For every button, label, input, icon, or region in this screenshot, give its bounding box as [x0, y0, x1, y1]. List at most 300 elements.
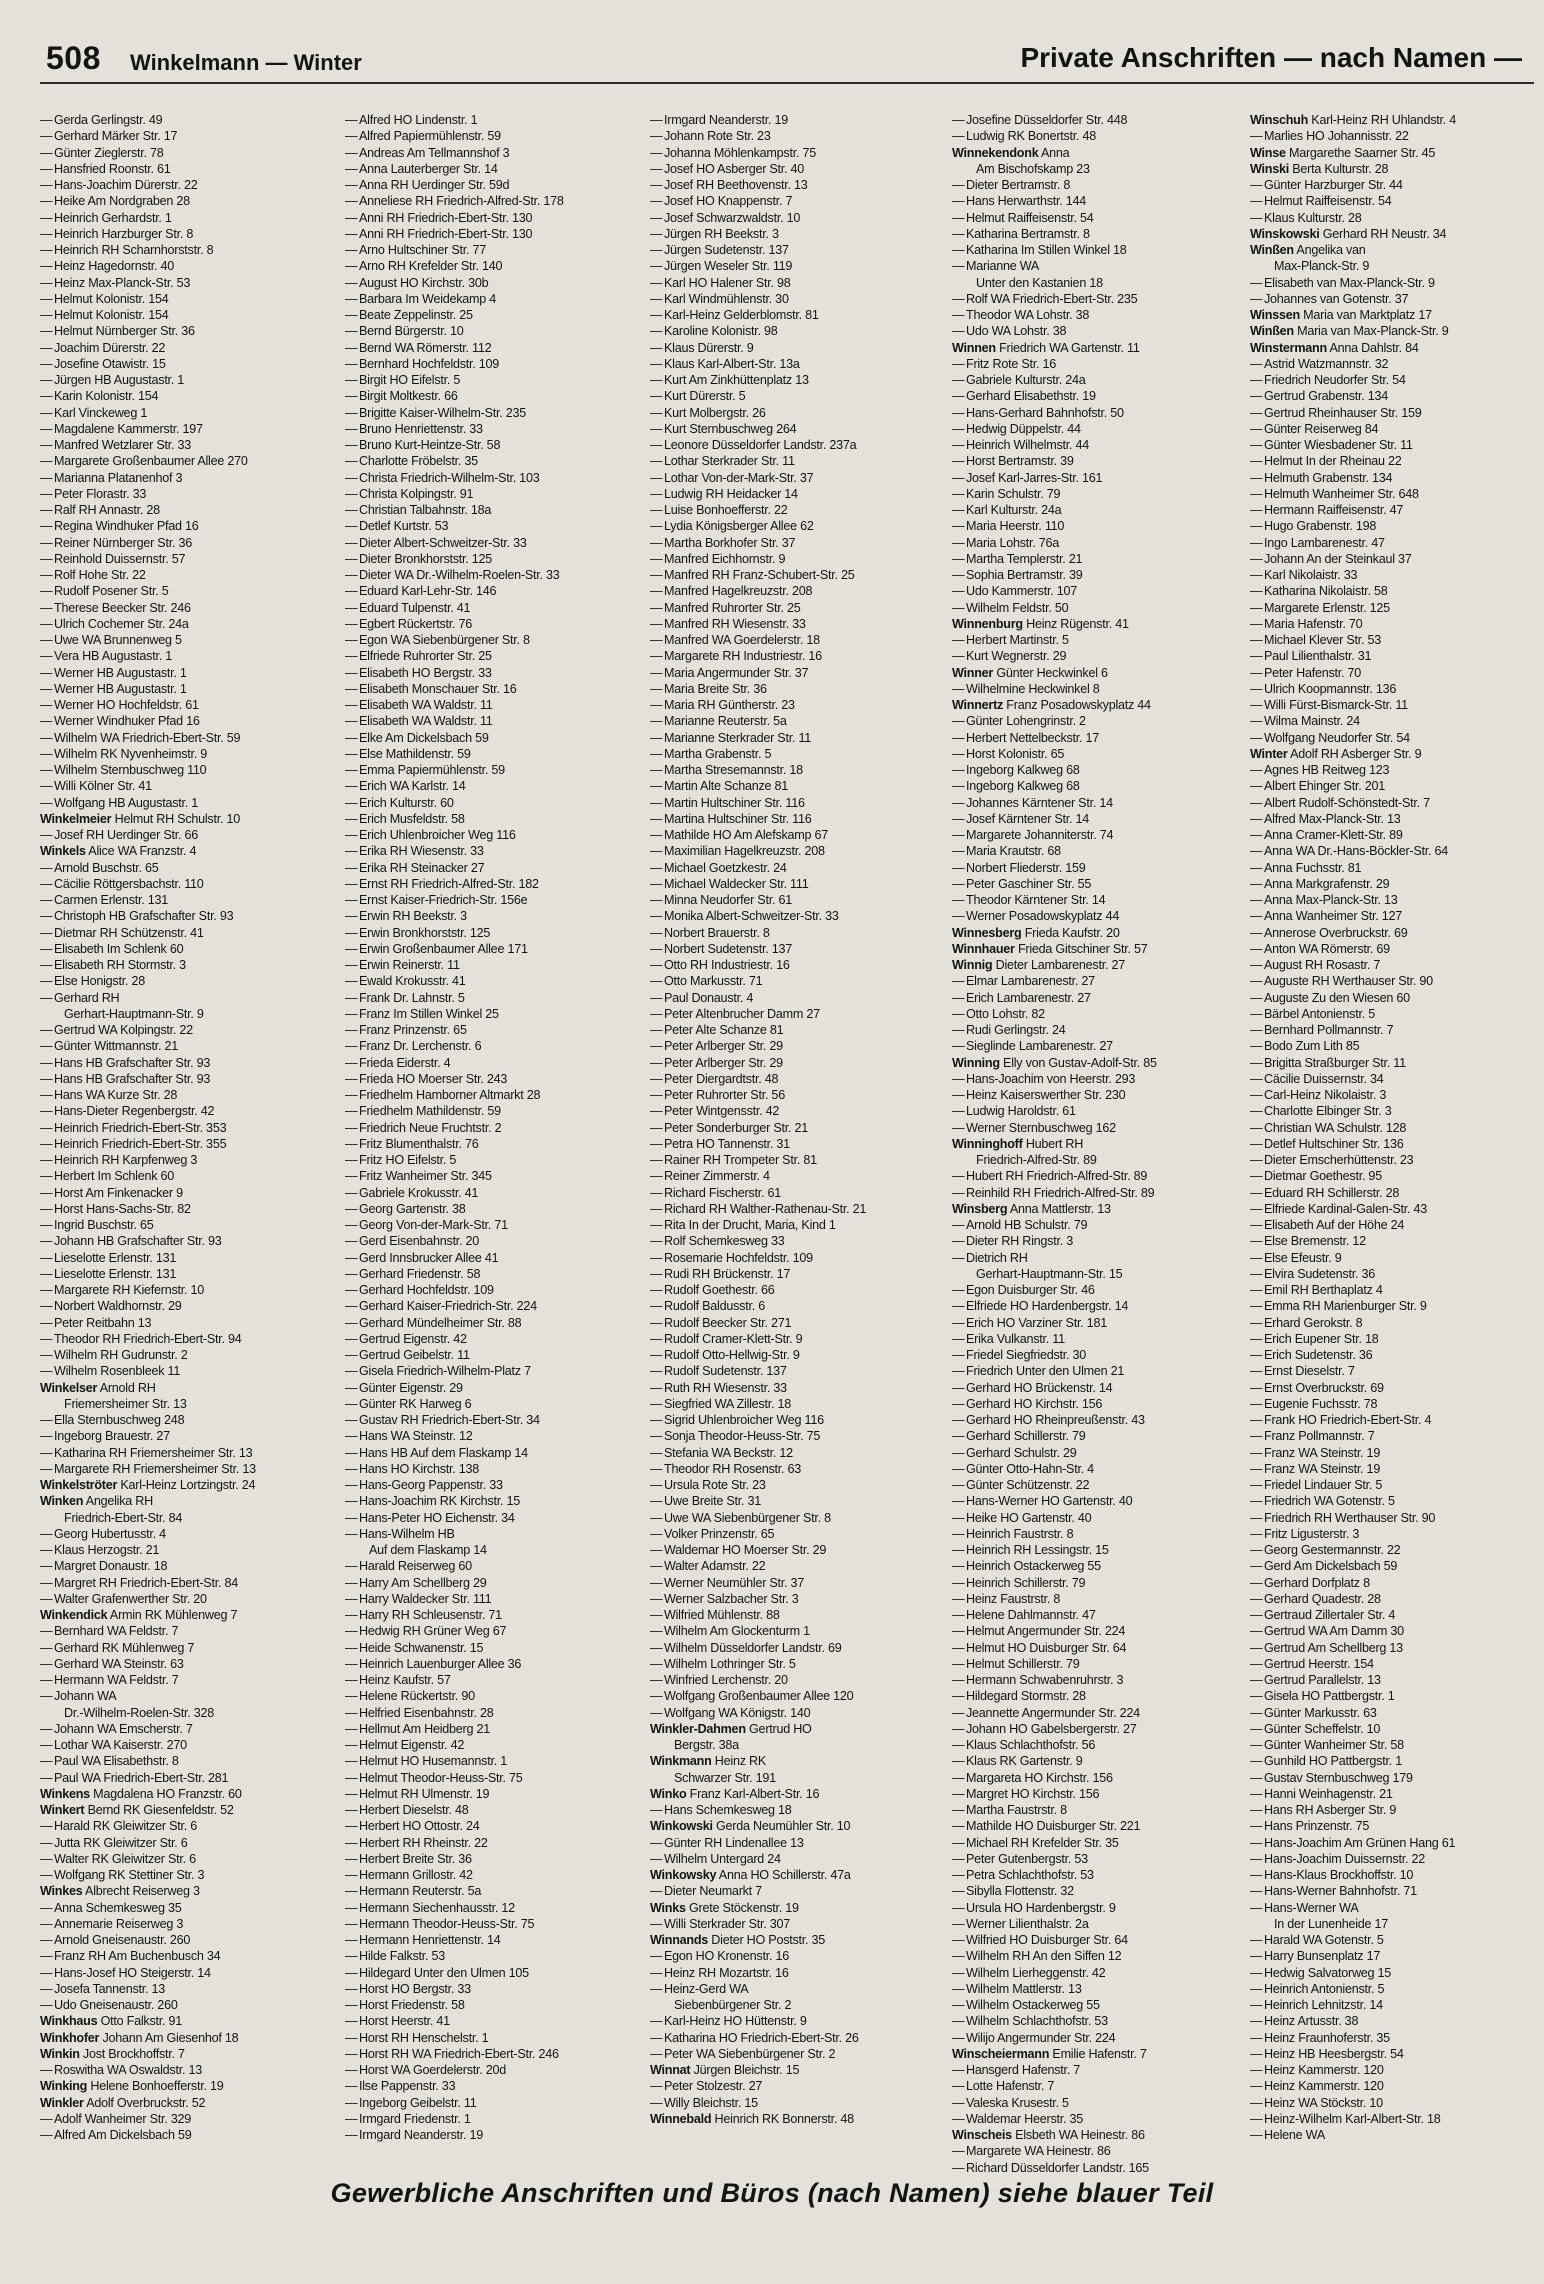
directory-entry: — Harry RH Schleusenstr. 71	[345, 1607, 637, 1623]
directory-entry: — Eugenie Fuchsstr. 78	[1250, 1396, 1542, 1412]
directory-entry: — Gabriele Krokusstr. 41	[345, 1185, 637, 1201]
directory-entry: — Hedwig Salvatorweg 15	[1250, 1965, 1542, 1981]
directory-entry: — Maria Heerstr. 110	[952, 518, 1244, 534]
directory-entry: — Dieter WA Dr.-Wilhelm-Roelen-Str. 33	[345, 567, 637, 583]
directory-entry: — Mathilde HO Am Alefskamp 67	[650, 827, 942, 843]
directory-entry: — Hans HB Auf dem Flaskamp 14	[345, 1445, 637, 1461]
directory-entry: — Hans WA Steinstr. 12	[345, 1428, 637, 1444]
directory-entry: — Friedel Siegfriedstr. 30	[952, 1347, 1244, 1363]
directory-entry: Winning Elly von Gustav-Adolf-Str. 85	[952, 1055, 1157, 1070]
directory-entry: — Hans RH Asberger Str. 9	[1250, 1802, 1542, 1818]
directory-entry: — Elisabeth Im Schlenk 60	[40, 941, 332, 957]
directory-entry: — Christa Friedrich-Wilhelm-Str. 103	[345, 470, 637, 486]
directory-entry: — Herbert HO Ottostr. 24	[345, 1818, 637, 1834]
directory-entry: — Lydia Königsberger Allee 62	[650, 518, 942, 534]
directory-entry: Winnenburg Heinz Rügenstr. 41	[952, 616, 1129, 631]
directory-entry: — Hansfried Roonstr. 61	[40, 161, 332, 177]
directory-entry: — Georg Hubertusstr. 4	[40, 1526, 332, 1542]
directory-entry: — Bruno Kurt-Heintze-Str. 58	[345, 437, 637, 453]
directory-entry: — Günter Scheffelstr. 10	[1250, 1721, 1542, 1737]
directory-entry: Winkhofer Johann Am Giesenhof 18	[40, 2030, 239, 2045]
directory-entry: — Harry Bunsenplatz 17	[1250, 1948, 1542, 1964]
directory-entry: — Helene Rückertstr. 90	[345, 1688, 637, 1704]
directory-entry: — Peter Diergardtstr. 48	[650, 1071, 942, 1087]
directory-entry: Winnhauer Frieda Gitschiner Str. 57	[952, 941, 1148, 956]
directory-entry: — Leonore Düsseldorfer Landstr. 237a	[650, 437, 942, 453]
directory-entry: — Wilma Mainstr. 24	[1250, 713, 1542, 729]
directory-entry: — Klaus Karl-Albert-Str. 13a	[650, 356, 942, 372]
directory-entry: — Fritz Ligusterstr. 3	[1250, 1526, 1542, 1542]
directory-entry: — Peter WA Siebenbürgener Str. 2	[650, 2046, 942, 2062]
directory-entry: — Winfried Lerchenstr. 20	[650, 1672, 942, 1688]
directory-entry: — Maria Lohstr. 76a	[952, 535, 1244, 551]
directory-entry: — Sonja Theodor-Heuss-Str. 75	[650, 1428, 942, 1444]
directory-entry: — Gerhard Mündelheimer Str. 88	[345, 1315, 637, 1331]
directory-entry: — Hansgerd Hafenstr. 7	[952, 2062, 1244, 2078]
directory-entry: — Bernhard Hochfeldstr. 109	[345, 356, 637, 372]
directory-entry: — Erhard Gerokstr. 8	[1250, 1315, 1542, 1331]
directory-entry: — Margret Donaustr. 18	[40, 1558, 332, 1574]
directory-entry: — Ulrich Koopmannstr. 136	[1250, 681, 1542, 697]
directory-entry: — Frank HO Friedrich-Ebert-Str. 4	[1250, 1412, 1542, 1428]
directory-entry: — Margret RH Friedrich-Ebert-Str. 84	[40, 1575, 332, 1591]
directory-entry: — Sieglinde Lambarenestr. 27	[952, 1038, 1244, 1054]
directory-entry: — Heinz Kaiserswerther Str. 230	[952, 1087, 1244, 1103]
directory-entry: — Helfried Eisenbahnstr. 28	[345, 1705, 637, 1721]
directory-entry: — Jürgen Sudetenstr. 137	[650, 242, 942, 258]
directory-entry: — Wilhelm Schlachthofstr. 53	[952, 2013, 1244, 2029]
directory-entry: — Maria Angermunder Str. 37	[650, 665, 942, 681]
directory-entry: — Erich WA Karlstr. 14	[345, 778, 637, 794]
directory-entry: — Helmut Raiffeisenstr. 54	[952, 210, 1244, 226]
directory-entry: — Peter Hafenstr. 70	[1250, 665, 1542, 681]
directory-entry: — Hans-Josef HO Steigerstr. 14	[40, 1965, 332, 1981]
directory-entry: — Barbara Im Weidekamp 4	[345, 291, 637, 307]
directory-entry: — Hans WA Kurze Str. 28	[40, 1087, 332, 1103]
directory-entry: — Hildegard Unter den Ulmen 105	[345, 1965, 637, 1981]
directory-entry: — Erich Uhlenbroicher Weg 116	[345, 827, 637, 843]
directory-entry: — Christoph HB Grafschafter Str. 93	[40, 908, 332, 924]
directory-entry: — Theodor RH Rosenstr. 63	[650, 1461, 942, 1477]
directory-entry: — Otto Markusstr. 71	[650, 973, 942, 989]
directory-entry: — Rudolf Cramer-Klett-Str. 9	[650, 1331, 942, 1347]
directory-entry: — Josef Kärntener Str. 14	[952, 811, 1244, 827]
directory-entry: — Sigrid Uhlenbroicher Weg 116	[650, 1412, 942, 1428]
directory-entry: — Bodo Zum Lith 85	[1250, 1038, 1542, 1054]
directory-entry: — Helmut Raiffeisenstr. 54	[1250, 193, 1542, 209]
directory-entry: — Else Bremenstr. 12	[1250, 1233, 1542, 1249]
directory-entry: — Hans-Werner Bahnhofstr. 71	[1250, 1883, 1542, 1899]
directory-entry: — Albert Ehinger Str. 201	[1250, 778, 1542, 794]
directory-entry: — Wilhelm Rosenbleek 11	[40, 1363, 332, 1379]
directory-entry: — Gerhard Friedenstr. 58	[345, 1266, 637, 1282]
directory-entry: — Klaus Dürerstr. 9	[650, 340, 942, 356]
directory-entry: — Rolf Schemkesweg 33	[650, 1233, 942, 1249]
directory-entry: — Else Honigstr. 28	[40, 973, 332, 989]
directory-entry: — Martha Templerstr. 21	[952, 551, 1244, 567]
directory-entry: — Heide Schwanenstr. 15	[345, 1640, 637, 1656]
directory-entry: — Albert Rudolf-Schönstedt-Str. 7	[1250, 795, 1542, 811]
directory-entry: — Ralf RH Annastr. 28	[40, 502, 332, 518]
directory-entry: — Helmut Nürnberger Str. 36	[40, 323, 332, 339]
directory-entry: — Katharina HO Friedrich-Ebert-Str. 26	[650, 2030, 942, 2046]
directory-entry: Winnertz Franz Posadowskyplatz 44	[952, 698, 1151, 712]
directory-entry: — Günter Lohengrinstr. 2	[952, 713, 1244, 729]
directory-entry: Winkin Jost Brockhoffstr. 7	[40, 2046, 185, 2061]
directory-entry: — Gertrud Rheinhauser Str. 159	[1250, 405, 1542, 421]
directory-entry: — Karin Schulstr. 79	[952, 486, 1244, 502]
directory-entry: — Gerhard HO Brückenstr. 14	[952, 1380, 1244, 1396]
directory-entry: Winskowski Gerhard RH Neustr. 34	[1250, 226, 1447, 241]
directory-entry: — Eduard RH Schillerstr. 28	[1250, 1185, 1542, 1201]
directory-entry: — Heinz HB Heesbergstr. 54	[1250, 2046, 1542, 2062]
directory-entry: — Klaus Herzogstr. 21	[40, 1542, 332, 1558]
directory-entry: — Paul WA Friedrich-Ebert-Str. 281	[40, 1770, 332, 1786]
directory-entry: Winkes Albrecht Reiserweg 3	[40, 1884, 200, 1899]
directory-entry: — Franz Dr. Lerchenstr. 6	[345, 1038, 637, 1054]
directory-entry: — Johann HB Grafschafter Str. 93	[40, 1233, 332, 1249]
directory-entry: — Marianne Reuterstr. 5a	[650, 713, 942, 729]
directory-entry: — Bernd Bürgerstr. 10	[345, 323, 637, 339]
directory-entry: — Gerhard Schulstr. 29	[952, 1445, 1244, 1461]
directory-entry: — Peter Altenbrucher Damm 27	[650, 1006, 942, 1022]
directory-entry: Dr.-Wilhelm-Roelen-Str. 328	[64, 1705, 215, 1720]
directory-entry: — Erich Eupener Str. 18	[1250, 1331, 1542, 1347]
directory-columns	[40, 112, 1540, 2175]
directory-entry: — Margarete RH Friemersheimer Str. 13	[40, 1461, 332, 1477]
directory-entry: — Rudolf Otto-Hellwig-Str. 9	[650, 1347, 942, 1363]
directory-entry: — Jutta RK Gleiwitzer Str. 6	[40, 1835, 332, 1851]
directory-entry: — Eduard Karl-Lehr-Str. 146	[345, 583, 637, 599]
directory-entry: — Ursula Rote Str. 23	[650, 1477, 942, 1493]
directory-entry: — Detlef Kurtstr. 53	[345, 518, 637, 534]
directory-entry: — Richard Fischerstr. 61	[650, 1185, 942, 1201]
directory-entry: — Hermann Theodor-Heuss-Str. 75	[345, 1916, 637, 1932]
directory-entry: — Horst WA Goerdelerstr. 20d	[345, 2062, 637, 2078]
header-name-range: Winkelmann — Winter	[130, 50, 362, 75]
directory-entry: — Stefania WA Beckstr. 12	[650, 1445, 942, 1461]
directory-entry: — Elmar Lambarenestr. 27	[952, 973, 1244, 989]
directory-entry: — Maria RH Güntherstr. 23	[650, 697, 942, 713]
directory-entry: — Werner HB Augustastr. 1	[40, 681, 332, 697]
directory-entry: — Wilijo Angermunder Str. 224	[952, 2030, 1244, 2046]
directory-entry: — Gerd Eisenbahnstr. 20	[345, 1233, 637, 1249]
directory-entry: — Carl-Heinz Nikolaistr. 3	[1250, 1087, 1542, 1103]
directory-entry: — Werner HB Augustastr. 1	[40, 665, 332, 681]
directory-entry: — Hans HO Kirchstr. 138	[345, 1461, 637, 1477]
directory-entry: — Margarete RH Kiefernstr. 10	[40, 1282, 332, 1298]
directory-entry: — Hilde Falkstr. 53	[345, 1948, 637, 1964]
directory-entry: — Herbert Dieselstr. 48	[345, 1802, 637, 1818]
directory-entry: — Werner Lilienthalstr. 2a	[952, 1916, 1244, 1932]
directory-entry: Winsberg Anna Mattlerstr. 13	[952, 1201, 1111, 1216]
directory-entry: — Friedhelm Mathildenstr. 59	[345, 1103, 637, 1119]
directory-entry: — Günter Markusstr. 63	[1250, 1705, 1542, 1721]
directory-entry: — Heinz Artusstr. 38	[1250, 2013, 1542, 2029]
directory-entry: — Minna Neudorfer Str. 61	[650, 892, 942, 908]
directory-entry: — Gerd Am Dickelsbach 59	[1250, 1558, 1542, 1574]
directory-entry: — Wolfgang HB Augustastr. 1	[40, 795, 332, 811]
directory-entry: — Maria Krautstr. 68	[952, 843, 1244, 859]
directory-entry: — Günter Wiesbadener Str. 11	[1250, 437, 1542, 453]
directory-entry: — Marianna Platanenhof 3	[40, 470, 332, 486]
directory-entry: Gerhart-Hauptmann-Str. 15	[976, 1266, 1123, 1281]
directory-entry: Winnands Dieter HO Poststr. 35	[650, 1933, 826, 1947]
directory-entry: — Petra HO Tannenstr. 31	[650, 1136, 942, 1152]
directory-entry: — Wolfgang Großenbaumer Allee 120	[650, 1688, 942, 1704]
directory-entry: — Fritz Wanheimer Str. 345	[345, 1168, 637, 1184]
directory-entry: — Harald Reiserweg 60	[345, 1558, 637, 1574]
directory-entry: — Peter Gaschiner Str. 55	[952, 876, 1244, 892]
directory-entry: — Hermann Raiffeisenstr. 47	[1250, 502, 1542, 518]
directory-entry: — Marianne Sterkrader Str. 11	[650, 730, 942, 746]
directory-entry: — Rolf Hohe Str. 22	[40, 567, 332, 583]
directory-entry: — Willy Bleichstr. 15	[650, 2095, 942, 2111]
directory-entry: — Erwin Bronkhorststr. 125	[345, 925, 637, 941]
directory-entry: — Martha Faustrstr. 8	[952, 1802, 1244, 1818]
directory-entry: — August RH Rosastr. 7	[1250, 957, 1542, 973]
directory-entry: — Johann HO Gabelsbergerstr. 27	[952, 1721, 1244, 1737]
directory-entry: — Anneliese RH Friedrich-Alfred-Str. 178	[345, 193, 637, 209]
directory-entry: — Horst Am Finkenacker 9	[40, 1185, 332, 1201]
directory-entry: — Anna RH Uerdinger Str. 59d	[345, 177, 637, 193]
directory-entry: — Christa Kolpingstr. 91	[345, 486, 637, 502]
directory-entry: — Helmut HO Husemannstr. 1	[345, 1753, 637, 1769]
directory-entry: — Vera HB Augustastr. 1	[40, 648, 332, 664]
directory-entry: — Wilhelm Am Glockenturm 1	[650, 1623, 942, 1639]
directory-entry: — Annerose Overbruckstr. 69	[1250, 925, 1542, 941]
directory-entry: — Christian WA Schulstr. 128	[1250, 1120, 1542, 1136]
directory-entry: — Heinz Faustrstr. 8	[952, 1591, 1244, 1607]
directory-entry: Winstermann Anna Dahlstr. 84	[1250, 340, 1419, 355]
directory-entry: — Otto RH Industriestr. 16	[650, 957, 942, 973]
directory-entry: — Hans Herwarthstr. 144	[952, 193, 1244, 209]
directory-entry: — Egon HO Kronenstr. 16	[650, 1948, 942, 1964]
directory-entry: — Dietmar RH Schützenstr. 41	[40, 925, 332, 941]
directory-entry: — Wilhelm RH An den Siffen 12	[952, 1948, 1244, 1964]
directory-entry: — Hildegard Stormstr. 28	[952, 1688, 1244, 1704]
directory-entry: — Charlotte Fröbelstr. 35	[345, 453, 637, 469]
directory-entry: — Anna Markgrafenstr. 29	[1250, 876, 1542, 892]
directory-entry: — Lothar WA Kaiserstr. 270	[40, 1737, 332, 1753]
directory-entry: — Manfred Eichhornstr. 9	[650, 551, 942, 567]
directory-entry: Winse Margarethe Saarner Str. 45	[1250, 145, 1436, 160]
directory-entry: Winken Angelika RH	[40, 1494, 153, 1509]
directory-entry: — Rita In der Drucht, Maria, Kind 1	[650, 1217, 942, 1233]
directory-entry: — Rosemarie Hochfeldstr. 109	[650, 1250, 942, 1266]
directory-entry: — Peter Wintgensstr. 42	[650, 1103, 942, 1119]
directory-entry: — Johannes Kärntener Str. 14	[952, 795, 1244, 811]
directory-entry: — Heinrich RH Karpfenweg 3	[40, 1152, 332, 1168]
directory-entry: — Friedrich Unter den Ulmen 21	[952, 1363, 1244, 1379]
directory-entry: Bergstr. 38a	[674, 1738, 739, 1752]
directory-entry: — Heinz Kammerstr. 120	[1250, 2078, 1542, 2094]
directory-entry: — Hans Prinzenstr. 75	[1250, 1818, 1542, 1834]
directory-entry: Winscheiermann Emilie Hafenstr. 7	[952, 2046, 1147, 2061]
directory-entry: — Ingrid Buschstr. 65	[40, 1217, 332, 1233]
directory-entry: — Werner Neumühler Str. 37	[650, 1575, 942, 1591]
directory-entry: — Hans-Joachim Am Grünen Hang 61	[1250, 1835, 1542, 1851]
directory-entry: — Erwin Reinerstr. 11	[345, 957, 637, 973]
directory-entry: — Heinrich Harzburger Str. 8	[40, 226, 332, 242]
directory-entry: — Otto Lohstr. 82	[952, 1006, 1244, 1022]
directory-entry: — Katharina RH Friemersheimer Str. 13	[40, 1445, 332, 1461]
directory-entry: — Brigitta Straßburger Str. 11	[1250, 1055, 1542, 1071]
directory-entry: — Reinhold Duissernstr. 57	[40, 551, 332, 567]
directory-entry: — Harry Waldecker Str. 111	[345, 1591, 637, 1607]
directory-entry: — Günter Reiserweg 84	[1250, 421, 1542, 437]
directory-entry: — Agnes HB Reitweg 123	[1250, 762, 1542, 778]
directory-entry: — Uwe Breite Str. 31	[650, 1493, 942, 1509]
directory-entry: — Else Mathildenstr. 59	[345, 746, 637, 762]
directory-entry: In der Lunenheide 17	[1274, 1916, 1389, 1931]
directory-entry: — Norbert Brauerstr. 8	[650, 925, 942, 941]
directory-entry: Winssen Maria van Marktplatz 17	[1250, 308, 1432, 322]
directory-entry: — Klaus RK Gartenstr. 9	[952, 1753, 1244, 1769]
directory-entry: — Kurt Am Zinkhüttenplatz 13	[650, 372, 942, 388]
directory-entry: Winninghoff Hubert RH	[952, 1136, 1084, 1151]
directory-entry: Friedrich-Ebert-Str. 84	[64, 1510, 183, 1525]
directory-entry: — Hans-Werner WA	[1250, 1900, 1542, 1916]
directory-entry: — Rudolf Posener Str. 5	[40, 583, 332, 599]
directory-entry: — Paul WA Elisabethstr. 8	[40, 1753, 332, 1769]
directory-entry: — Emma Papiermühlenstr. 59	[345, 762, 637, 778]
directory-entry: — Wilhelm RH Gudrunstr. 2	[40, 1347, 332, 1363]
directory-entry: — Dieter Bertramstr. 8	[952, 177, 1244, 193]
directory-entry: Winnebald Heinrich RK Bonnerstr. 48	[650, 2111, 854, 2126]
directory-entry: — Franz Im Stillen Winkel 25	[345, 1006, 637, 1022]
directory-entry: — Harald RK Gleiwitzer Str. 6	[40, 1818, 332, 1834]
directory-entry: — Regina Windhuker Pfad 16	[40, 518, 332, 534]
directory-entry: — Wolfgang RK Stettiner Str. 3	[40, 1867, 332, 1883]
directory-entry: — Martina Hultschiner Str. 116	[650, 811, 942, 827]
directory-entry: Winkhaus Otto Falkstr. 91	[40, 2014, 183, 2029]
directory-entry: — Michael Goetzkestr. 24	[650, 860, 942, 876]
directory-entry: — Heinrich Friedrich-Ebert-Str. 353	[40, 1120, 332, 1136]
directory-entry: — Peter Alte Schanze 81	[650, 1022, 942, 1038]
directory-entry: — Heike Am Nordgraben 28	[40, 193, 332, 209]
directory-entry: — Ulrich Cochemer Str. 24a	[40, 616, 332, 632]
directory-entry: — Fritz Rote Str. 16	[952, 356, 1244, 372]
directory-entry: — Friedhelm Hamborner Altmarkt 28	[345, 1087, 637, 1103]
directory-entry: — Josef RH Uerdinger Str. 66	[40, 827, 332, 843]
directory-entry: — Sophia Bertramstr. 39	[952, 567, 1244, 583]
directory-entry: Winter Adolf RH Asberger Str. 9	[1250, 746, 1422, 761]
directory-entry: — Hermann Reuterstr. 5a	[345, 1883, 637, 1899]
directory-entry: — Dieter RH Ringstr. 3	[952, 1233, 1244, 1249]
directory-entry: Winnig Dieter Lambarenestr. 27	[952, 958, 1125, 972]
directory-entry: — Hermann Henriettenstr. 14	[345, 1932, 637, 1948]
directory-entry: Am Bischofskamp 23	[976, 161, 1090, 176]
directory-entry: — Heinrich Friedrich-Ebert-Str. 355	[40, 1136, 332, 1152]
directory-entry: Auf dem Flaskamp 14	[369, 1543, 487, 1557]
directory-entry: — Karl Kulturstr. 24a	[952, 502, 1244, 518]
directory-entry: — Marlies HO Johannisstr. 22	[1250, 128, 1542, 144]
header-section-title: Private Anschriften — nach Namen —	[1020, 42, 1522, 73]
directory-entry: — Gabriele Kulturstr. 24a	[952, 372, 1244, 388]
directory-entry: Winßen Maria van Max-Planck-Str. 9	[1250, 324, 1449, 339]
column-3	[650, 112, 942, 2162]
directory-entry: — Heinz-Wilhelm Karl-Albert-Str. 18	[1250, 2111, 1542, 2127]
directory-entry: — Heinz Fraunhoferstr. 35	[1250, 2030, 1542, 2046]
directory-entry: — Charlotte Elbinger Str. 3	[1250, 1103, 1542, 1119]
directory-entry: — Magdalene Kammerstr. 197	[40, 421, 332, 437]
directory-entry: — Margarete WA Heinestr. 86	[952, 2143, 1244, 2159]
directory-entry: — Peter Arlberger Str. 29	[650, 1055, 942, 1071]
directory-entry: — Irmgard Neanderstr. 19	[345, 2127, 637, 2143]
directory-entry: — Klaus Schlachthofstr. 56	[952, 1737, 1244, 1753]
column-1	[40, 112, 332, 2162]
directory-entry: — Ingeborg Brauestr. 27	[40, 1428, 332, 1444]
directory-entry: — Christian Talbahnstr. 18a	[345, 502, 637, 518]
directory-entry: — Arnold Buschstr. 65	[40, 860, 332, 876]
directory-entry: — Herbert RH Rheinstr. 22	[345, 1835, 637, 1851]
directory-entry: — Ernst Overbruckstr. 69	[1250, 1380, 1542, 1396]
directory-entry: Winkens Magdalena HO Franzstr. 60	[40, 1786, 242, 1801]
directory-entry: — Helmuth Wanheimer Str. 648	[1250, 486, 1542, 502]
directory-entry: — Anni RH Friedrich-Ebert-Str. 130	[345, 226, 637, 242]
directory-entry: — Anton WA Römerstr. 69	[1250, 941, 1542, 957]
directory-entry: — Anna WA Dr.-Hans-Böckler-Str. 64	[1250, 843, 1542, 859]
directory-entry: — Johann Rote Str. 23	[650, 128, 942, 144]
directory-entry: — Klaus Kulturstr. 28	[1250, 210, 1542, 226]
directory-entry: — Horst Bertramstr. 39	[952, 453, 1244, 469]
directory-entry: — Ludwig RK Bonertstr. 48	[952, 128, 1244, 144]
directory-entry: — Birgit Moltkestr. 66	[345, 388, 637, 404]
directory-entry: Winkelmeier Helmut RH Schulstr. 10	[40, 811, 240, 826]
directory-entry: — Harry Am Schellberg 29	[345, 1575, 637, 1591]
directory-entry: — Arnold Gneisenaustr. 260	[40, 1932, 332, 1948]
directory-entry: — Heinz Kammerstr. 120	[1250, 2062, 1542, 2078]
directory-entry: — Rolf WA Friedrich-Ebert-Str. 235	[952, 291, 1244, 307]
directory-entry: — Gustav Sternbuschweg 179	[1250, 1770, 1542, 1786]
directory-entry: — Auguste Zu den Wiesen 60	[1250, 990, 1542, 1006]
directory-entry: — Uwe WA Siebenbürgener Str. 8	[650, 1510, 942, 1526]
directory-entry: — Theodor WA Lohstr. 38	[952, 307, 1244, 323]
directory-entry: — Günter Wanheimer Str. 58	[1250, 1737, 1542, 1753]
directory-entry: — Heinz RH Mozartstr. 16	[650, 1965, 942, 1981]
directory-entry: — Marianne WA	[952, 258, 1244, 274]
directory-entry: Winkendick Armin RK Mühlenweg 7	[40, 1608, 238, 1622]
directory-entry: — Gerhard WA Steinstr. 63	[40, 1656, 332, 1672]
directory-entry: — Heinz-Gerd WA	[650, 1981, 942, 1997]
directory-entry: — Luise Bonhoefferstr. 22	[650, 502, 942, 518]
directory-entry: — Helmut HO Duisburger Str. 64	[952, 1640, 1244, 1656]
directory-entry: — Herbert Martinstr. 5	[952, 632, 1244, 648]
directory-entry: — Josefine Otawistr. 15	[40, 356, 332, 372]
directory-entry: — Erich Musfeldstr. 58	[345, 811, 637, 827]
directory-entry: — Hans-Gerhard Bahnhofstr. 50	[952, 405, 1244, 421]
directory-entry: — Gerhard Kaiser-Friedrich-Str. 224	[345, 1298, 637, 1314]
directory-entry: — Heinrich Lauenburger Allee 36	[345, 1656, 637, 1672]
directory-entry: — Harald WA Gotenstr. 5	[1250, 1932, 1542, 1948]
directory-entry: — Manfred WA Goerdelerstr. 18	[650, 632, 942, 648]
directory-entry: — Josef HO Asberger Str. 40	[650, 161, 942, 177]
directory-entry: — Heinrich Ostackerweg 55	[952, 1558, 1244, 1574]
directory-entry: — Johannes van Gotenstr. 37	[1250, 291, 1542, 307]
directory-entry: — Bernhard Pollmannstr. 7	[1250, 1022, 1542, 1038]
directory-entry: — Wilhelm Mattlerstr. 13	[952, 1981, 1244, 1997]
directory-entry: — Rudolf Baldusstr. 6	[650, 1298, 942, 1314]
directory-entry: — Gerhard Märker Str. 17	[40, 128, 332, 144]
directory-entry: — Emil RH Berthaplatz 4	[1250, 1282, 1542, 1298]
directory-entry: — Maximilian Hagelkreuzstr. 208	[650, 843, 942, 859]
directory-entry: — Annemarie Reiserweg 3	[40, 1916, 332, 1932]
directory-entry: — Irmgard Friedenstr. 1	[345, 2111, 637, 2127]
directory-entry: — Helmut Theodor-Heuss-Str. 75	[345, 1770, 637, 1786]
directory-entry: — Franz WA Steinstr. 19	[1250, 1445, 1542, 1461]
directory-entry: — Wilhelm Sternbuschweg 110	[40, 762, 332, 778]
